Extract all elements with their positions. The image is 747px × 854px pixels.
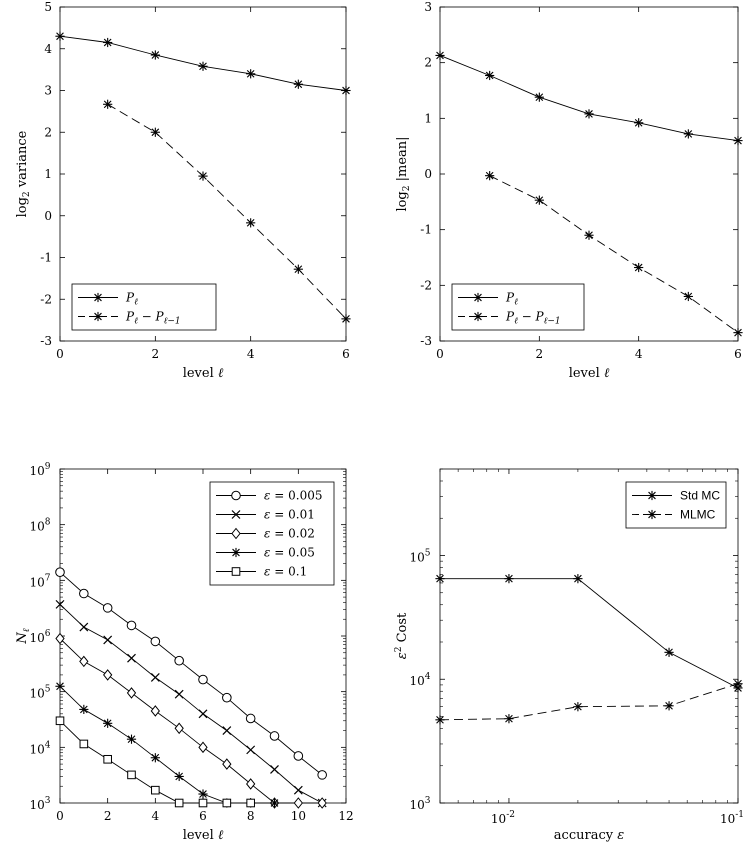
data-point — [271, 765, 279, 773]
data-point — [535, 93, 544, 102]
legend-label: MLMC — [680, 507, 716, 522]
data-point — [151, 753, 160, 762]
data-point — [56, 634, 64, 644]
data-point — [733, 679, 742, 688]
y-tick-label: 3 — [424, 0, 432, 14]
y-tick-label: -1 — [40, 250, 52, 265]
data-point — [175, 690, 183, 698]
data-point — [246, 69, 255, 78]
data-point — [573, 702, 582, 711]
legend-label: Std MC — [680, 488, 721, 503]
legend-label: $P_\ell$ — [126, 290, 138, 308]
y-axis-label: $\log_2$ variance — [15, 130, 32, 218]
legend-marker — [232, 491, 241, 500]
data-point — [435, 715, 444, 724]
series-line — [440, 684, 738, 720]
data-point — [199, 710, 207, 718]
legend-marker — [473, 312, 482, 321]
y-tick-label: -3 — [40, 334, 52, 348]
x-tick-label: 6 — [199, 809, 207, 823]
data-point — [733, 328, 742, 337]
data-point — [318, 771, 327, 780]
x-tick-label: $10^{-1}$ — [719, 810, 745, 826]
x-tick-label: 2 — [535, 347, 544, 361]
data-point — [103, 38, 112, 47]
y-axis-label: $\log_2$ |mean| — [395, 136, 412, 212]
data-point — [151, 637, 160, 646]
y-tick-label: 1 — [44, 167, 52, 181]
data-point — [128, 771, 136, 779]
x-tick-label: 6 — [734, 347, 742, 361]
y-tick-label: 0 — [424, 167, 432, 181]
chart-panel-3 — [15, 462, 354, 843]
data-point — [584, 231, 593, 240]
chart-panel-4 — [394, 469, 744, 843]
legend-label: $P_\ell - P_{\ell-1}$ — [506, 309, 561, 327]
data-point — [198, 171, 207, 180]
data-point — [56, 717, 64, 725]
data-point — [294, 80, 303, 89]
data-point — [294, 752, 303, 761]
data-point — [175, 772, 184, 781]
x-tick-label: 6 — [342, 347, 350, 361]
y-tick-label: 2 — [44, 125, 52, 140]
data-point — [56, 568, 65, 577]
legend — [210, 482, 334, 585]
data-point — [151, 50, 160, 59]
data-point — [247, 799, 255, 807]
data-point — [152, 786, 160, 794]
data-point — [175, 799, 183, 807]
data-point — [247, 779, 255, 789]
data-point — [80, 656, 88, 666]
series-line — [60, 572, 322, 775]
data-point — [128, 654, 136, 662]
series-1 — [435, 51, 742, 145]
data-point — [684, 129, 693, 138]
y-tick-label: $10^4$ — [29, 740, 51, 757]
legend-label: $P_\ell - P_{\ell-1}$ — [126, 309, 181, 327]
data-point — [55, 682, 64, 691]
legend-label: ε = 0.005 — [264, 488, 323, 503]
y-tick-label: -1 — [420, 222, 432, 237]
x-axis-label: level ℓ — [182, 828, 224, 843]
data-point — [270, 732, 279, 741]
data-point — [634, 263, 643, 272]
data-point — [103, 604, 112, 613]
data-point — [103, 100, 112, 109]
data-point — [80, 589, 89, 598]
series-line — [60, 639, 322, 804]
legend — [626, 482, 726, 528]
series-4 — [55, 682, 279, 808]
data-point — [246, 218, 255, 227]
data-point — [573, 574, 582, 583]
data-point — [55, 32, 64, 41]
data-point — [504, 714, 513, 723]
series-1 — [56, 568, 327, 779]
data-point — [684, 292, 693, 301]
series-line — [440, 55, 738, 140]
data-point — [128, 688, 136, 698]
data-point — [294, 798, 302, 808]
data-point — [80, 623, 88, 631]
data-point — [79, 705, 88, 714]
data-point — [80, 740, 88, 748]
chart-panel-2 — [395, 0, 743, 381]
data-point — [104, 636, 112, 644]
data-point — [270, 798, 279, 807]
data-point — [199, 742, 207, 752]
data-point — [198, 789, 207, 798]
legend-marker — [647, 510, 656, 519]
series-line — [60, 686, 275, 803]
series-1 — [435, 574, 742, 693]
data-point — [733, 136, 742, 145]
data-point — [246, 714, 255, 723]
data-point — [294, 265, 303, 274]
data-point — [151, 673, 159, 681]
x-tick-label: 4 — [246, 347, 255, 361]
legend — [72, 284, 216, 330]
x-tick-label: 4 — [634, 347, 643, 361]
legend-marker — [231, 548, 240, 557]
y-tick-label: $10^4$ — [409, 672, 431, 689]
series-2 — [56, 600, 326, 807]
x-axis-label: level ℓ — [568, 366, 610, 381]
x-axis-label: accuracy ε — [553, 828, 625, 843]
legend-label: ε = 0.01 — [264, 507, 315, 522]
legend-marker — [232, 568, 240, 576]
x-tick-label: 0 — [436, 347, 444, 361]
y-tick-label: 0 — [44, 208, 52, 223]
y-tick-label: -2 — [420, 278, 432, 293]
legend-label: $P_\ell$ — [506, 290, 518, 308]
x-tick-label: 0 — [56, 809, 64, 823]
legend-label: ε = 0.05 — [264, 545, 315, 560]
data-point — [485, 171, 494, 180]
data-point — [103, 719, 112, 728]
y-tick-label: $10^9$ — [29, 462, 51, 478]
data-point — [664, 648, 673, 657]
series-line — [440, 579, 738, 688]
x-tick-label: 4 — [151, 809, 160, 823]
data-point — [485, 71, 494, 80]
data-point — [664, 701, 673, 710]
legend-label: ε = 0.1 — [264, 564, 308, 579]
x-tick-label: 8 — [246, 809, 255, 823]
data-point — [175, 723, 183, 733]
data-point — [435, 51, 444, 60]
y-axis-label: $\varepsilon^2$ Cost — [394, 612, 410, 660]
series-2 — [435, 679, 742, 724]
data-point — [198, 62, 207, 71]
data-point — [104, 670, 112, 680]
data-point — [104, 755, 112, 763]
legend-marker — [473, 293, 482, 302]
data-point — [223, 799, 231, 807]
x-tick-label: 2 — [151, 347, 160, 361]
y-tick-label: 3 — [44, 83, 52, 98]
data-point — [535, 196, 544, 205]
legend-marker — [647, 491, 656, 500]
data-point — [199, 799, 207, 807]
x-tick-label: 0 — [56, 347, 64, 361]
x-tick-label: 10 — [290, 809, 306, 823]
series-1 — [55, 32, 350, 95]
x-tick-label: $10^{-2}$ — [490, 810, 515, 826]
y-tick-label: 2 — [424, 55, 432, 70]
y-tick-label: -2 — [40, 292, 52, 307]
y-tick-label: $10^8$ — [29, 517, 51, 534]
data-point — [127, 621, 136, 630]
y-tick-label: 4 — [44, 41, 52, 56]
data-point — [151, 706, 159, 716]
x-tick-label: 2 — [103, 809, 112, 823]
data-point — [504, 574, 513, 583]
data-point — [294, 786, 302, 794]
data-point — [341, 314, 350, 323]
y-axis-label: $N_\ell$ — [15, 628, 32, 644]
legend-label: ε = 0.02 — [264, 526, 315, 541]
data-point — [341, 86, 350, 95]
data-point — [223, 727, 231, 735]
y-tick-label: $10^3$ — [409, 796, 431, 812]
y-tick-label: 5 — [44, 0, 52, 14]
y-tick-label: $10^5$ — [409, 548, 431, 565]
data-point — [634, 118, 643, 127]
x-axis-label: level ℓ — [182, 366, 224, 381]
chart-panel-1 — [15, 0, 351, 381]
legend-marker — [93, 312, 102, 321]
data-point — [127, 735, 136, 744]
y-tick-label: $10^6$ — [29, 629, 51, 645]
data-point — [199, 675, 208, 684]
y-tick-label: $10^7$ — [29, 573, 51, 590]
data-point — [223, 759, 231, 769]
legend — [452, 284, 584, 330]
data-point — [247, 746, 255, 754]
x-tick-label: 12 — [338, 809, 354, 823]
data-point — [151, 128, 160, 137]
y-tick-label: 1 — [424, 111, 432, 126]
data-point — [223, 693, 232, 702]
y-tick-label: -3 — [420, 334, 432, 348]
legend-marker — [93, 293, 102, 302]
y-tick-label: $10^3$ — [29, 796, 51, 812]
data-point — [584, 109, 593, 118]
series-3 — [56, 634, 326, 808]
data-point — [175, 656, 184, 665]
data-point — [435, 574, 444, 583]
series-line — [60, 604, 322, 803]
y-tick-label: $10^5$ — [29, 684, 51, 701]
